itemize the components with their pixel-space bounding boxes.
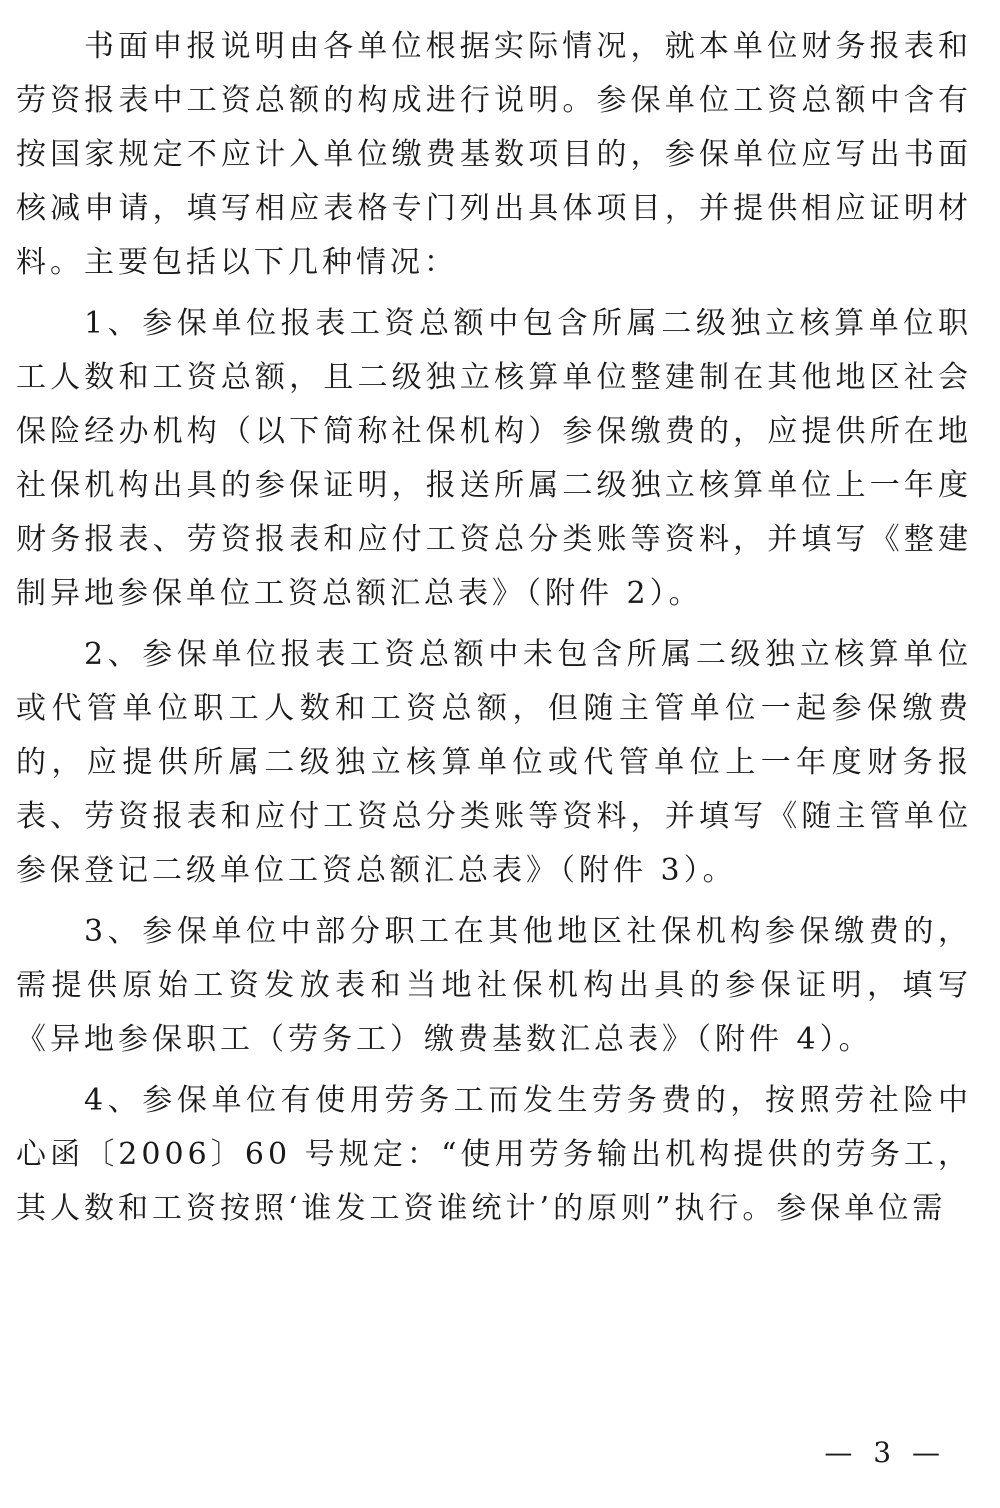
paragraph-item-2: 2、参保单位报表工资总额中未包含所属二级独立核算单位或代管单位职工人数和工资总额，但随主管单位一起参保缴费的，应提供所属二级独立核算单位或代管单位上一年度财务报表、劳资报表和应付工资总分类账等资料，并填写《随主管单位参保登记二级单位工资总额汇总表》（附件 3）。 <box>16 637 972 888</box>
page-number: — 3 — <box>824 1436 946 1469</box>
document-body <box>16 20 972 1236</box>
paragraph-item-1: 1、参保单位报表工资总额中包含所属二级独立核算单位职工人数和工资总额，且二级独立核算单位整建制在其他地区社会保险经办机构（以下简称社保机构）参保缴费的，应提供所在地社保机构出具的参保证明，报送所属二级独立核算单位上一年度财务报表、劳资报表和应付工资总分类账等资料，并填写《整建制异地参保单位工资总额汇总表》（附件 2）。 <box>16 306 972 611</box>
paragraph-item-4: 4、参保单位有使用劳务工而发生劳务费的，按照劳社险中心函〔2006〕60 号规定：“使用劳务输出机构提供的劳务工，其人数和工资按照‘谁发工资谁统计’的原则”执行。参保单位需 <box>16 1083 972 1226</box>
paragraph-intro: 书面申报说明由各单位根据实际情况，就本单位财务报表和劳资报表中工资总额的构成进行说明。参保单位工资总额中含有按国家规定不应计入单位缴费基数项目的，参保单位应写出书面核减申请，填写相应表格专门列出具体项目，并提供相应证明材料。主要包括以下几种情况： <box>16 29 972 280</box>
paragraph-item-3: 3、参保单位中部分职工在其他地区社保机构参保缴费的，需提供原始工资发放表和当地社保机构出具的参保证明，填写《异地参保职工（劳务工）缴费基数汇总表》（附件 4）。 <box>16 914 972 1057</box>
